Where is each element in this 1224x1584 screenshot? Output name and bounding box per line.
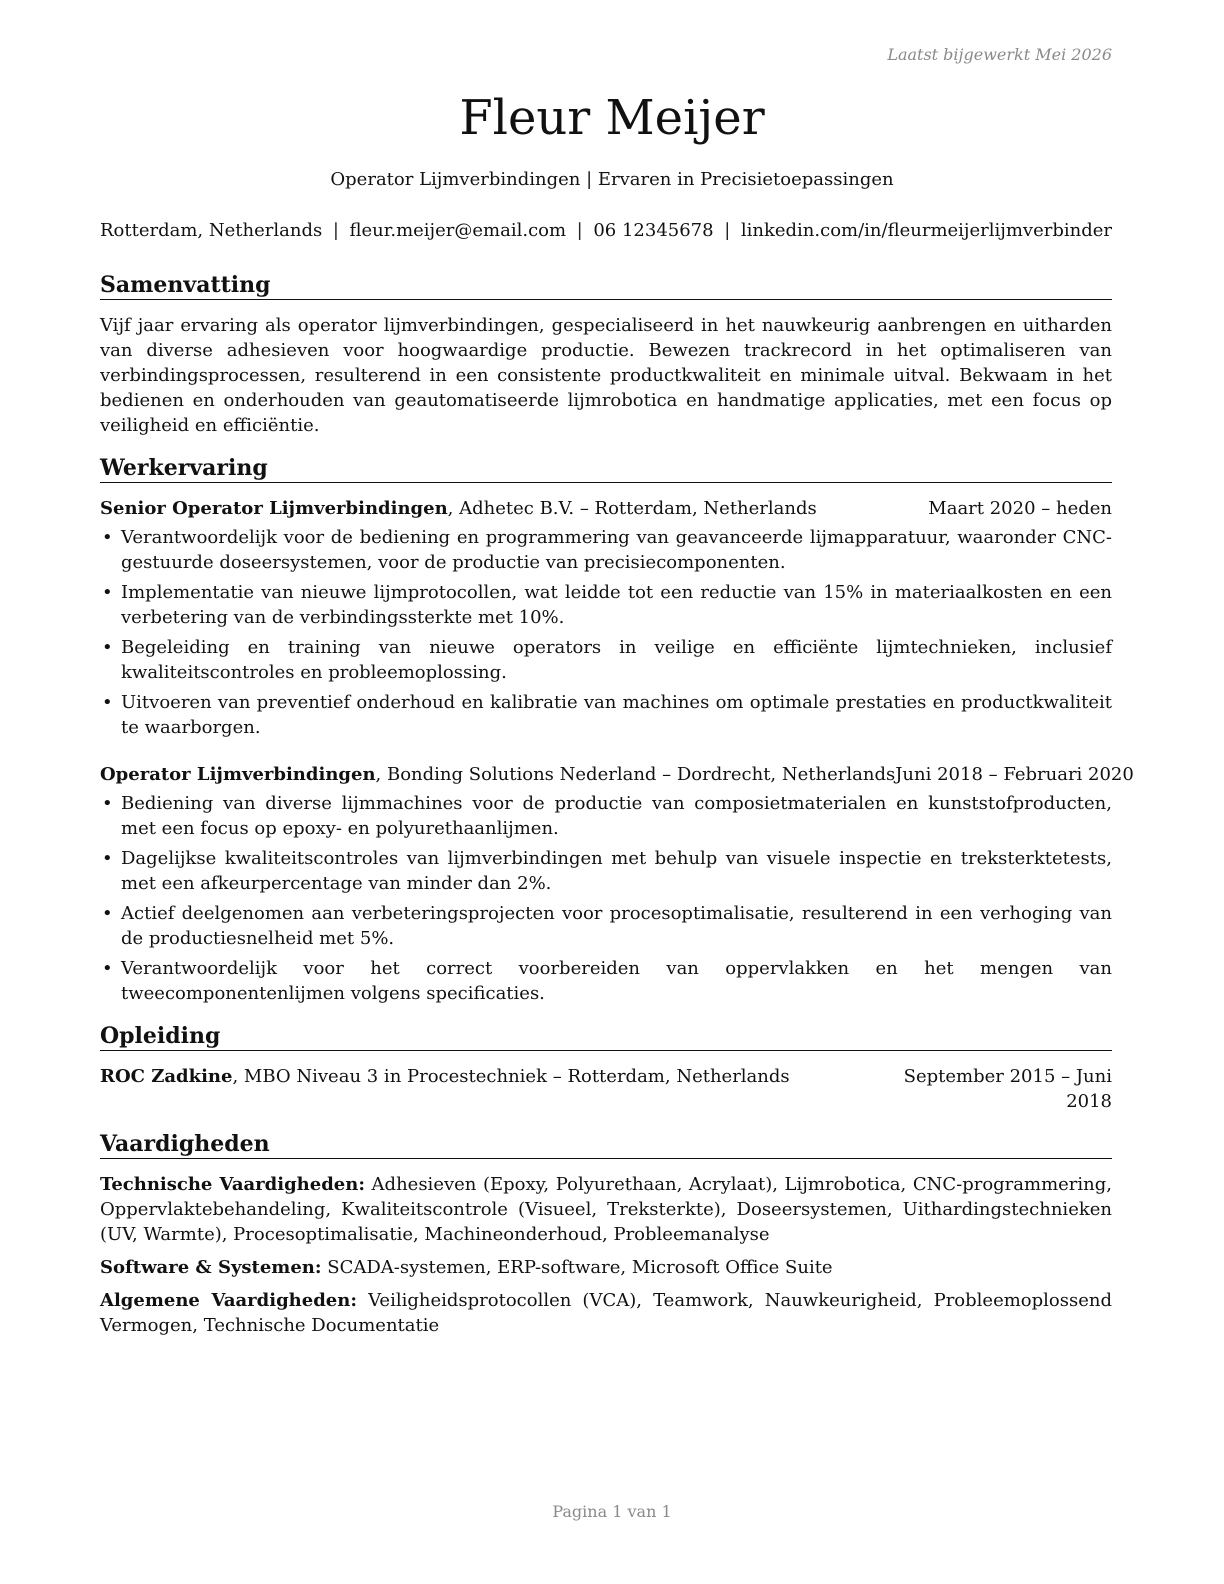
education-title-line [100, 1064, 790, 1114]
job-entry [100, 762, 1134, 1006]
contact-phone: 06 12345678 [593, 220, 714, 241]
skills-section [100, 1131, 1112, 1338]
section-title: Vaardigheden [100, 1131, 1112, 1159]
job-bullet: • Verantwoordelijk voor het correct voorbereiden van oppervlakken en het mengen van tweecomponentenlijmen volgens specificaties. [100, 956, 1112, 1006]
section-title: Samenvatting [100, 272, 1112, 300]
job-bullet: • Bediening van diverse lijmmachines voor de productie van composietmaterialen en kunststofproducten, met een focus op epoxy- en polyurethaanlijmen. [100, 791, 1112, 841]
candidate-name: Fleur Meijer [459, 90, 765, 146]
last-updated: Laatst bijgewerkt Mei 2026 [887, 45, 1112, 64]
tagline: Operator Lijmverbindingen | Ervaren in Precisietoepassingen [330, 169, 894, 190]
skill-group [100, 1288, 1112, 1338]
job-bullet: • Implementatie van nieuwe lijmprotocollen, wat leidde tot een reductie van 15% in materiaalkosten en een verbetering van de verbindingssterkte met 10%. [100, 580, 1112, 630]
contact-location: Rotterdam, Netherlands [100, 220, 323, 241]
summary-text: Vijf jaar ervaring als operator lijmverbindingen, gespecialiseerd in het nauwkeurig aanbrengen en uitharden van diverse adhesieven voor hoogwaardige productie. Bewezen trackrecord in het optimaliseren van verbindingsprocessen, resulterend in een consistente productkwaliteit en minimale uitval. Bekwaam in het bedienen en onderhouden van geautomatiseerde lijmrobotica en handmatige applicaties, met een focus op veiligheid en efficiëntie. [100, 315, 1112, 436]
experience-section [100, 455, 1134, 1006]
contact-separator: | [576, 220, 583, 241]
page-number: Pagina 1 van 1 [552, 1502, 672, 1521]
summary-section [100, 272, 1112, 438]
job-company: , Bonding Solutions Nederland – Dordrecht, Netherlands [375, 764, 896, 785]
skill-label: Software & Systemen: [100, 1257, 322, 1278]
contact-linkedin[interactable]: linkedin.com/in/fleurmeijerlijmverbinder [740, 220, 1112, 241]
job-dates: Juni 2018 – Februari 2020 [895, 764, 1134, 785]
job-bullet: • Begeleiding en training van nieuwe operators in veilige en efficiënte lijmtechnieken, inclusief kwaliteitscontroles en probleemoplossing. [100, 635, 1112, 685]
job-bullet: • Actief deelgenomen aan verbeteringsprojecten voor procesoptimalisatie, resulterend in een verhoging van de productiesnelheid met 5%. [100, 901, 1112, 951]
skill-label: Algemene Vaardigheden: [100, 1290, 357, 1311]
job-title-line [100, 496, 817, 521]
skill-text: Adhesieven (Epoxy, Polyurethaan, Acrylaat), Lijmrobotica, CNC-programmering, Oppervlaktebehandeling, Kwaliteitscontrole (Visueel, Treksterkte), Doseersystemen, Uithardingstechnieken (UV, Warmte), Procesoptimalisatie, Machineonderhoud, Probleemanalyse [100, 1174, 1113, 1245]
job-bullets [100, 525, 1112, 740]
job-header [100, 496, 1112, 521]
education-school: ROC Zadkine [100, 1066, 233, 1087]
resume-content [100, 272, 1134, 1355]
contact-line [100, 219, 1112, 243]
education-entry [100, 1064, 1112, 1114]
education-dates: September 2015 – Juni 2018 [903, 1066, 1112, 1112]
section-title: Opleiding [100, 1023, 1112, 1051]
job-title-line [100, 762, 895, 787]
skill-text: SCADA-systemen, ERP-software, Microsoft Office Suite [321, 1257, 833, 1278]
contact-separator: | [724, 220, 731, 241]
job-role: Operator Lijmverbindingen [100, 764, 376, 785]
job-company: , Adhetec B.V. – Rotterdam, Netherlands [447, 498, 817, 519]
education-program: , MBO Niveau 3 in Procestechniek – Rotterdam, Netherlands [232, 1066, 790, 1087]
job-bullets [100, 791, 1112, 1006]
job-bullet: • Dagelijkse kwaliteitscontroles van lijmverbindingen met behulp van visuele inspectie en treksterktetests, met een afkeurpercentage van minder dan 2%. [100, 846, 1112, 896]
section-title: Werkervaring [100, 455, 1112, 483]
job-bullet: • Verantwoordelijk voor de bediening en programmering van geavanceerde lijmapparatuur, waaronder CNC-gestuurde doseersystemen, voor de productie van precisiecomponenten. [100, 525, 1112, 575]
job-entry [100, 496, 1112, 740]
contact-email[interactable]: fleur.meijer@email.com [349, 220, 567, 241]
contact-separator: | [332, 220, 339, 241]
job-role: Senior Operator Lijmverbindingen [100, 498, 448, 519]
skill-group [100, 1172, 1112, 1247]
skill-text: Veiligheidsprotocollen (VCA), Teamwork, Nauwkeurigheid, Probleemoplossend Vermogen, Technische Documentatie [100, 1290, 1112, 1336]
skill-label: Technische Vaardigheden: [100, 1174, 365, 1195]
skill-group [100, 1255, 1112, 1280]
job-header [100, 762, 1134, 787]
education-section [100, 1023, 1112, 1114]
job-dates: Maart 2020 – heden [928, 498, 1112, 519]
job-bullet: • Uitvoeren van preventief onderhoud en kalibratie van machines om optimale prestaties en productkwaliteit te waarborgen. [100, 690, 1112, 740]
